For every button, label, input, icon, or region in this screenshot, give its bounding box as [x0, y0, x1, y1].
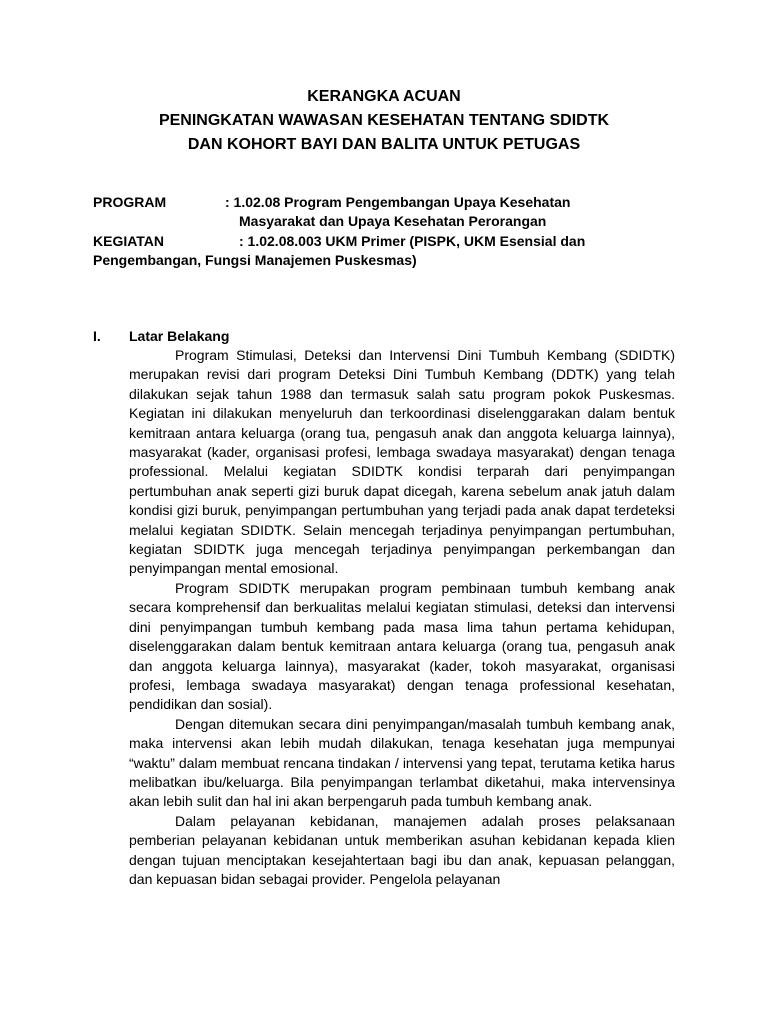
- kegiatan-label: KEGIATAN: [93, 233, 165, 249]
- title-line-1: KERANGKA ACUAN: [307, 88, 461, 105]
- kegiatan-value-line-2: Pengembangan, Fungsi Manajemen Puskesmas): [93, 252, 417, 268]
- program-value-line-2: Masyarakat dan Upaya Kesehatan Perorangan: [239, 213, 547, 229]
- paragraph: Dengan ditemukan secara dini penyimpangan/masalah tumbuh kembang anak, maka intervensi akan lebih mudah dilakukan, tenaga kesehatan juga mempunyai “waktu” dalam membuat rencana tindakan / intervensi yang tepat, terutama ketika harus melibatkan ibu/keluarga. Bila penyimpangan terlambat diketahui, maka intervensinya akan lebih sulit dan hal ini akan berpengaruh pada tumbuh kembang anak.: [129, 715, 675, 810]
- program-label: PROGRAM: [93, 194, 167, 210]
- title-line-3: DAN KOHORT BAYI DAN BALITA UNTUK PETUGAS: [187, 136, 581, 153]
- paragraph: Program SDIDTK merupakan program pembinaan tumbuh kembang anak secara komprehensif dan berkualitas melalui kegiatan stimulasi, deteksi dan intervensi dini penyimpangan tumbuh kembang pada masa lima tahun pertama kehidupan, diselenggarakan dalam bentuk kemitraan antara keluarga (orang tua, pengasuh anak dan anggota keluarga lainnya), masyarakat (kader, tokoh masyarakat, organisasi profesi, lembaga swadaya masyarakat) dengan tenaga professional kesehatan, pendidikan dan sosial).: [129, 579, 675, 713]
- paragraph: Dalam pelayanan kebidanan, manajemen adalah proses pelaksanaan pemberian pelayanan kebidanan untuk memberikan asuhan kebidanan kepada klien dengan tujuan menciptakan kesejahtertaan bagi ibu dan anak, kepuasan pelanggan, dan kepuasan bidan sebagai provider. Pengelola pelayanan: [129, 812, 675, 887]
- kegiatan-value-line-1: : 1.02.08.003 UKM Primer (PISPK, UKM Esensial dan: [239, 233, 586, 249]
- title-line-2: PENINGKATAN WAWASAN KESEHATAN TENTANG SDIDTK: [158, 112, 610, 129]
- document-title: [0, 85, 768, 157]
- paragraph: Program Stimulasi, Deteksi dan Intervensi Dini Tumbuh Kembang (SDIDTK) merupakan revisi dari program Deteksi Dini Tumbuh Kembang (DDTK) yang telah dilakukan sejak tahun 1988 dan termasuk salah satu program pokok Puskesmas. Kegiatan ini dilakukan menyeluruh dan terkoordinasi diselenggarakan dalam bentuk kemitraan antara keluarga (orang tua, pengasuh anak dan anggota keluarga lainnya), masyarakat (kader, organisasi profesi, lembaga swadaya masyarakat) dengan tenaga professional. Melalui kegiatan SDIDTK kondisi terparah dari penyimpangan pertumbuhan anak seperti gizi buruk dapat dicegah, karena sebelum anak jatuh dalam kondisi gizi buruk, penyimpangan pertumbuhan yang terjadi pada anak dapat terdeteksi melalui kegiatan SDIDTK. Selain mencegah terjadinya penyimpangan pertumbuhan, kegiatan SDIDTK juga mencegah terjadinya penyimpangan perkembangan dan penyimpangan mental emosional.: [129, 347, 675, 577]
- section-body: [129, 346, 675, 889]
- section-title: Latar Belakang: [129, 328, 230, 344]
- program-value-line-1: : 1.02.08 Program Pengembangan Upaya Kesehatan: [225, 194, 571, 210]
- section-number: I.: [93, 328, 101, 344]
